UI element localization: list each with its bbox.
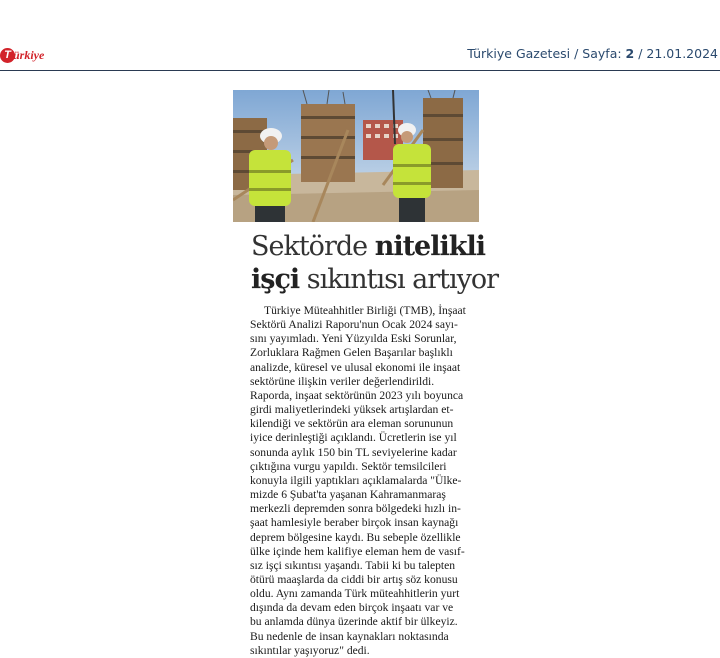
headline-line-1: Sektörde nitelikli: [251, 231, 485, 262]
body-line: mizde 6 Şubat'ta yaşanan Kahramanmaraş: [250, 488, 446, 502]
body-line: sıkıntılar yaşıyoruz" dedi.: [250, 643, 370, 657]
body-line: Sektörü Analizi Raporu'nun Ocak 2024 sayı-: [250, 318, 458, 332]
page-number: 2: [625, 46, 635, 61]
masthead-bar: [0, 40, 720, 71]
body-line: dışında da devam eden birçok inşaatı var ve: [250, 601, 454, 615]
logo-text: ürkiye: [13, 47, 45, 62]
body-line: Zorluklara Rağmen Gelen Başarılar başlıklı: [250, 346, 453, 360]
photo-illustration: [233, 90, 479, 222]
body-line: sını yayımladı. Yeni Yüzyılda Eski Sorunlar,: [250, 332, 457, 346]
body-line: oldu. Aynı zamanda Türk müteahhitlerin yurt: [250, 587, 460, 601]
body-line: deprem bölgesine kaydı. Bu sebeple özellikle: [250, 530, 461, 544]
body-line: çıktığına vurgu yapıldı. Sektör temsilcileri: [250, 459, 447, 473]
turkiye-logo: [0, 46, 44, 64]
body-line: merkezli depremden sonra bölgedeki hızlı in-: [250, 502, 461, 516]
headline: [251, 230, 499, 296]
logo-mark-icon: T: [0, 48, 15, 63]
page-label: Sayfa:: [582, 46, 622, 61]
article-clipping: [233, 90, 499, 657]
body-line: sektörüne ilişkin veriler değerlendirildi.: [250, 374, 435, 388]
paper-name: Türkiye Gazetesi: [467, 46, 571, 61]
body-line: konuyla ilgili yaptıkları açıklamalarda "Ülke-: [250, 473, 462, 487]
source-line: Türkiye Gazetesi / Sayfa: 2 / 21.01.2024: [467, 46, 718, 61]
construction-workers-photo: [233, 90, 479, 222]
body-line: girdi maliyetlerindeki yüksek artışlardan et-: [250, 403, 454, 417]
body-line: kilendiği ve sektörün ara eleman sorununun: [250, 417, 454, 431]
body-line: analizde, küresel ve ulusal ekonomi ile inşaat: [250, 360, 461, 374]
body-line: Bu nedenle de insan kaynakları noktasında: [250, 629, 449, 643]
article-body: [250, 304, 483, 658]
body-line: ötürü maaşlarda da ciddi bir artış söz konusu: [250, 572, 458, 586]
body-line: Raporda, inşaat sektörünün 2023 yılı boyunca: [250, 388, 464, 402]
body-line: şaat hamlesiyle beraber birçok insan kaynağı: [250, 516, 459, 530]
publish-date: 21.01.2024: [646, 46, 718, 61]
body-line: iyice derinleştiği açıklandı. Ücretlerin ise yıl: [250, 431, 457, 445]
body-line: bu anlamda dünya üzerinde aktif bir ülkeyiz.: [250, 615, 458, 629]
body-line: ülke içinde hem kalifiye eleman hem de vasıf-: [250, 544, 465, 558]
body-line: sonunda aylık 150 bin TL seviyelerine kadar: [250, 445, 457, 459]
body-line: Türkiye Müteahhitler Birliği (TMB), İnşaat: [264, 304, 466, 317]
body-line: sız işçi sıkıntısı yaşandı. Tabii ki bu talepten: [250, 558, 456, 572]
headline-line-2: işçi sıkıntısı artıyor: [251, 264, 499, 295]
